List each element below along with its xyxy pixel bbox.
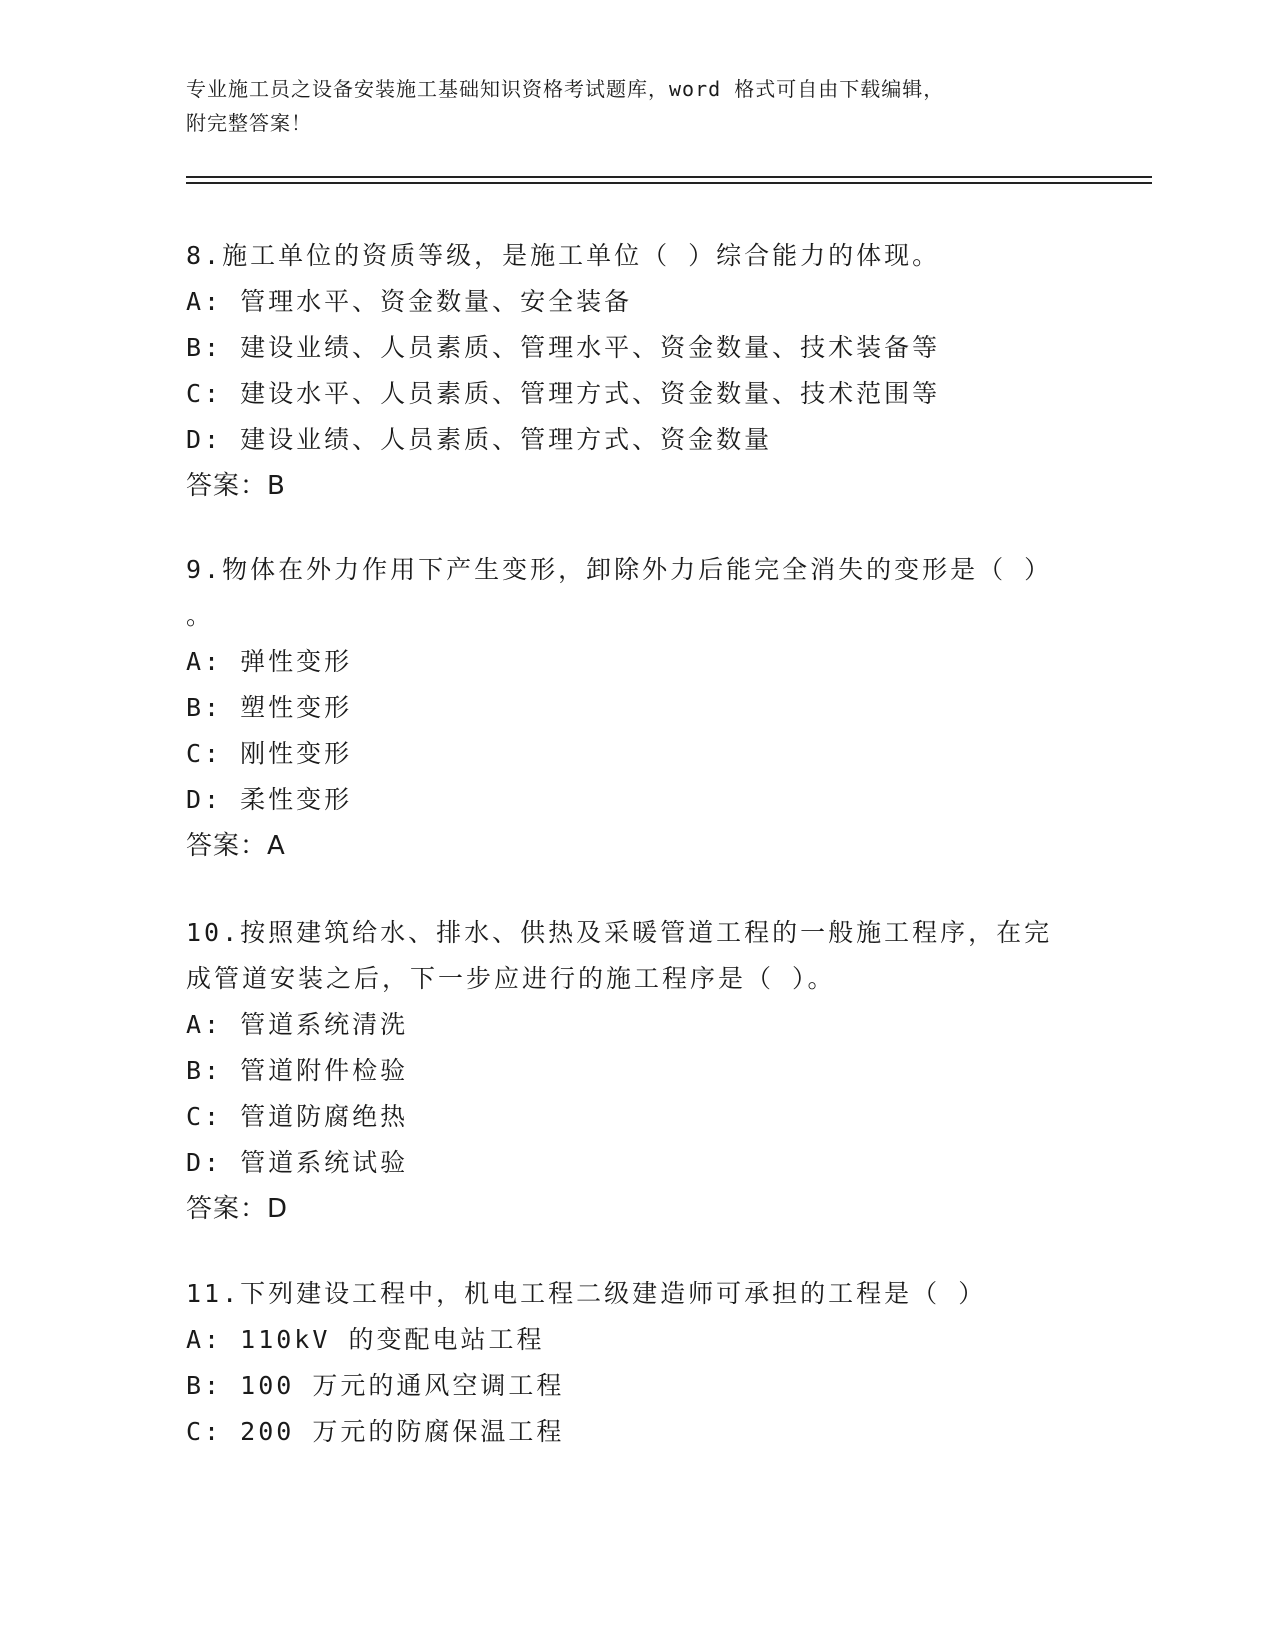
header-line-2: 附完整答案！ (186, 111, 312, 135)
answer-line: 答案：D (186, 1194, 289, 1224)
document-header (186, 72, 1086, 140)
option-b: B: 塑性变形 (186, 693, 353, 722)
question-stem: 9.物体在外力作用下产生变形，卸除外力后能完全消失的变形是（ ） (186, 555, 1053, 584)
option-b: B: 100 万元的通风空调工程 (186, 1371, 565, 1400)
question-stem: 8.施工单位的资质等级，是施工单位（ ）综合能力的体现。 (186, 241, 941, 270)
header-line-1: 专业施工员之设备安装施工基础知识资格考试题库，word 格式可自由下载编辑， (186, 77, 945, 101)
option-c: C: 管道防腐绝热 (186, 1102, 409, 1131)
question-stem: 10.按照建筑给水、排水、供热及采暖管道工程的一般施工程序，在完 (186, 918, 1053, 947)
option-c: C: 200 万元的防腐保温工程 (186, 1417, 565, 1446)
option-a: A: 管理水平、资金数量、安全装备 (186, 287, 633, 316)
option-d: D: 柔性变形 (186, 785, 353, 814)
header-divider-bottom (186, 182, 1152, 184)
option-a: A: 110kV 的变配电站工程 (186, 1325, 545, 1354)
option-c: C: 建设水平、人员素质、管理方式、资金数量、技术范围等 (186, 379, 941, 408)
question-stem: 11.下列建设工程中，机电工程二级建造师可承担的工程是（ ） (186, 1279, 987, 1308)
question-10 (186, 910, 1066, 1232)
question-8 (186, 233, 1066, 509)
header-divider-top (186, 176, 1152, 178)
option-b: B: 管道附件检验 (186, 1056, 409, 1085)
question-9 (186, 547, 1066, 869)
question-stem-continuation: 成管道安装之后，下一步应进行的施工程序是（ ）。 (186, 964, 836, 993)
question-11 (186, 1271, 1066, 1455)
option-b: B: 建设业绩、人员素质、管理水平、资金数量、技术装备等 (186, 333, 941, 362)
question-stem-continuation: 。 (186, 601, 215, 630)
option-d: D: 建设业绩、人员素质、管理方式、资金数量 (186, 425, 773, 454)
option-c: C: 刚性变形 (186, 739, 353, 768)
option-d: D: 管道系统试验 (186, 1148, 409, 1177)
answer-line: 答案：B (186, 471, 286, 501)
option-a: A: 弹性变形 (186, 647, 353, 676)
answer-line: 答案：A (186, 831, 286, 861)
option-a: A: 管道系统清洗 (186, 1010, 409, 1039)
